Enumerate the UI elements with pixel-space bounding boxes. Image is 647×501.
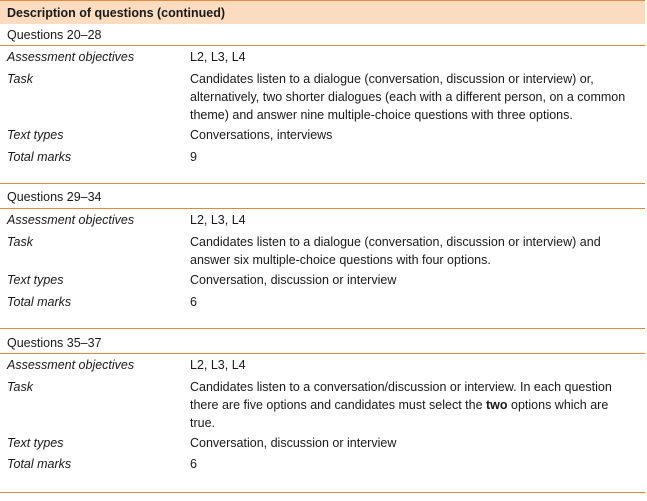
- row-value: 6: [190, 457, 197, 471]
- row-value: Conversation, discussion or interview: [190, 273, 397, 287]
- section-divider: [0, 328, 645, 329]
- row-label: Total marks: [7, 150, 72, 164]
- section-divider: [0, 492, 645, 493]
- row-label: Total marks: [7, 457, 72, 471]
- row-label: Assessment objectives: [7, 50, 135, 64]
- section-divider: [0, 45, 645, 46]
- row-value: Candidates listen to a dialogue (conversation, discussion or interview) and answer six multiple-choice questions with four options.: [190, 235, 601, 267]
- row-value: L2, L3, L4: [190, 358, 246, 372]
- row-label: Task: [7, 72, 33, 86]
- section-title: Questions 35–37: [7, 336, 102, 350]
- value-text: options which are true.: [190, 398, 609, 430]
- row-value: Conversations, interviews: [190, 128, 333, 142]
- row-label: Assessment objectives: [7, 213, 135, 227]
- section-title: Questions 29–34: [7, 190, 102, 204]
- section-divider: [0, 208, 645, 209]
- row-value: 6: [190, 295, 197, 309]
- row-label: Text types: [7, 436, 64, 450]
- row-value: Conversation, discussion or interview: [190, 436, 397, 450]
- row-label: Text types: [7, 128, 64, 142]
- row-label: Task: [7, 235, 33, 249]
- row-label: Text types: [7, 273, 64, 287]
- row-value: L2, L3, L4: [190, 213, 246, 227]
- value-emphasis: two: [486, 398, 508, 412]
- row-value: [190, 378, 620, 432]
- value-text: Candidates listen to a conversation/discussion or interview. In each question there are five options and candidates must select the: [190, 380, 612, 412]
- section-divider: [0, 183, 645, 184]
- row-label: Total marks: [7, 295, 72, 309]
- section-divider: [0, 353, 645, 354]
- row-label: Assessment objectives: [7, 358, 135, 372]
- section-title: Questions 20–28: [7, 28, 102, 42]
- row-value: 9: [190, 150, 197, 164]
- row-value: Candidates listen to a dialogue (conversation, discussion or interview) or, alternatively, two shorter dialogues (each with a different person, on a common theme) and answer nine multiple-choice questions with three options.: [190, 72, 626, 122]
- row-value: L2, L3, L4: [190, 50, 246, 64]
- row-label: Task: [7, 380, 33, 394]
- table-header: Description of questions (continued): [0, 0, 645, 24]
